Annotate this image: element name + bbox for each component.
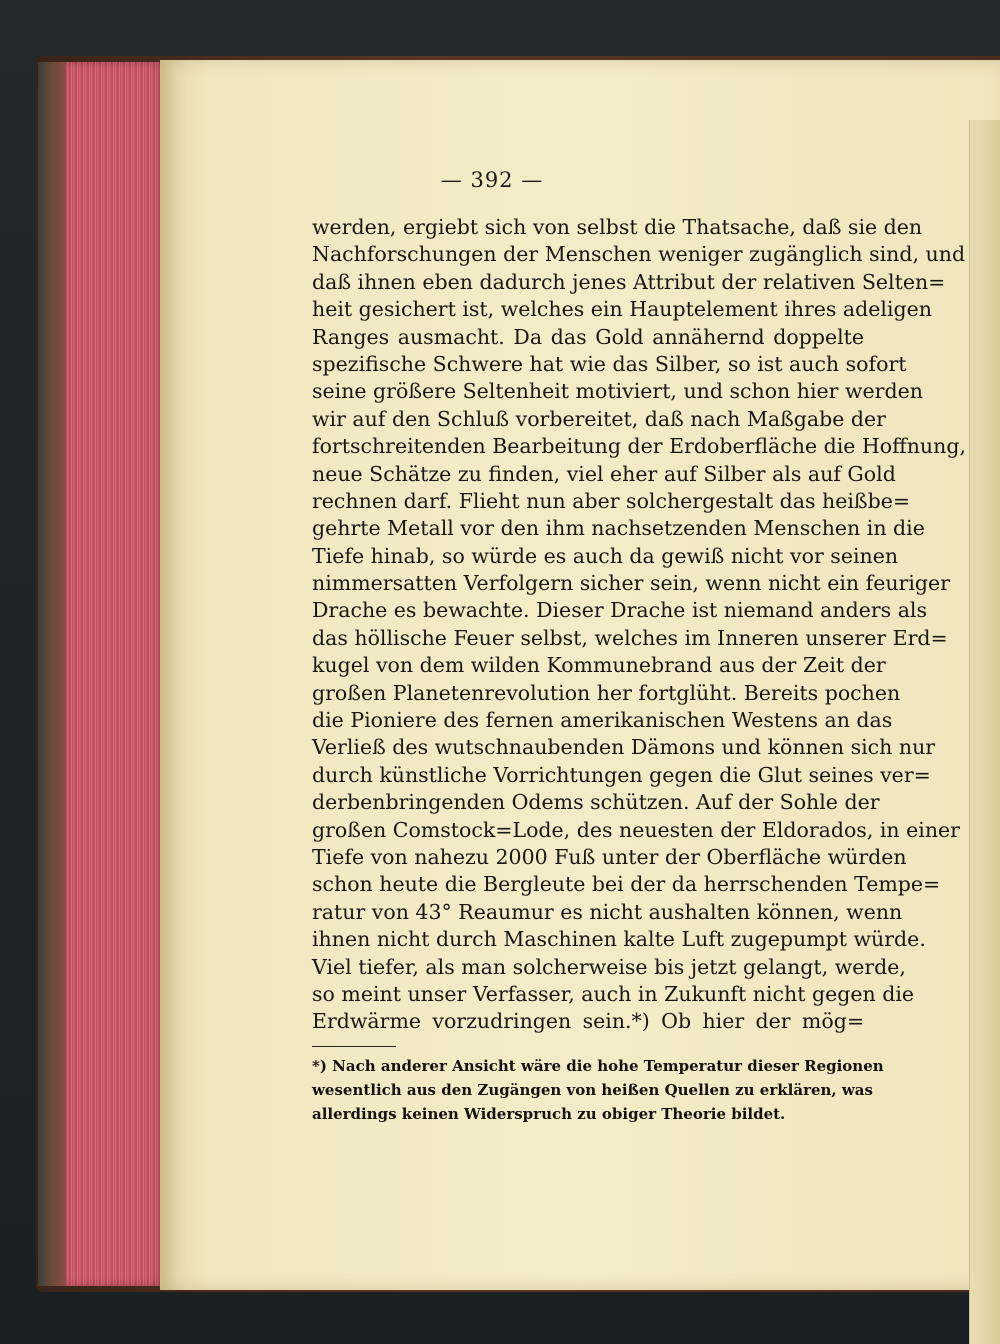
text-line: Erdwärme vorzudringen sein.*) Ob hier der mög= [312, 1009, 864, 1034]
body-text [312, 214, 966, 1036]
text-line: Verließ des wutschnaubenden Dämons und können sich nur [312, 735, 936, 760]
text-line: Tiefe von nahezu 2000 Fuß unter der Oberfläche würden [312, 844, 907, 869]
book-page [160, 60, 1000, 1290]
text-line: Viel tiefer, als man solcherweise bis jetzt gelangt, werde, [312, 954, 906, 979]
text-line: Nachforschungen der Menschen weniger zugänglich sind, und [312, 242, 966, 267]
text-line: werden, ergiebt sich von selbst die Thatsache, daß sie den [312, 215, 923, 239]
text-line: schon heute die Bergleute bei der da herrschenden Tempe= [312, 872, 941, 897]
footnote-line: wesentlich aus den Zugängen von heißen Quellen zu erklären, was [312, 1081, 873, 1099]
footnote-line: allerdings keinen Widerspruch zu obiger Theorie bildet. [312, 1105, 786, 1123]
text-line: durch künstliche Vorrichtungen gegen die Glut seines ver= [312, 762, 931, 787]
facing-page-edge [969, 120, 1000, 1344]
footnote-divider [312, 1046, 396, 1047]
text-line: Ranges ausmacht. Da das Gold annähernd doppelte [312, 324, 864, 349]
text-line: spezifische Schwere hat wie das Silber, so ist auch sofort [312, 351, 907, 376]
text-line: nimmersatten Verfolgern sicher sein, wenn nicht ein feuriger [312, 571, 950, 596]
text-line: die Pioniere des fernen amerikanischen Westens an das [312, 708, 893, 733]
text-line: fortschreitenden Bearbeitung der Erdoberfläche die Hoffnung, [312, 434, 966, 459]
text-line: Drache es bewachte. Dieser Drache ist niemand anders als [312, 598, 927, 623]
text-line: so meint unser Verfasser, auch in Zukunft nicht gegen die [312, 981, 915, 1006]
text-line: das höllische Feuer selbst, welches im Inneren unserer Erd= [312, 625, 948, 650]
text-line: kugel von dem wilden Kommunebrand aus der Zeit der [312, 653, 886, 678]
text-line: daß ihnen eben dadurch jenes Attribut der relativen Selten= [312, 269, 946, 294]
page-edges [66, 62, 166, 1286]
page-number: — 392 — [440, 168, 544, 192]
footnote [312, 1054, 884, 1126]
text-line: großen Planetenrevolution her fortglüht. Bereits pochen [312, 680, 901, 705]
text-line: seine größere Seltenheit motiviert, und schon hier werden [312, 379, 923, 404]
text-line: derbenbringenden Odems schützen. Auf der Sohle der [312, 790, 880, 815]
footnote-line: *) Nach anderer Ansicht wäre die hohe Temperatur dieser Regionen [312, 1057, 884, 1075]
text-line: Tiefe hinab, so würde es auch da gewiß nicht vor seinen [312, 543, 899, 568]
text-line: ihnen nicht durch Maschinen kalte Luft zugepumpt würde. [312, 927, 926, 952]
text-line: gehrte Metall vor den ihm nachsetzenden Menschen in die [312, 516, 925, 541]
text-line: großen Comstock=Lode, des neuesten der Eldorados, in einer [312, 817, 960, 842]
text-line: heit gesichert ist, welches ein Hauptelement ihres adeligen [312, 297, 932, 322]
text-line: wir auf den Schluß vorbereitet, daß nach Maßgabe der [312, 406, 886, 431]
text-line: ratur von 43° Reaumur es nicht aushalten können, wenn [312, 899, 903, 924]
text-line: rechnen darf. Flieht nun aber solchergestalt das heißbe= [312, 488, 911, 513]
text-line: neue Schätze zu finden, viel eher auf Silber als auf Gold [312, 461, 896, 486]
